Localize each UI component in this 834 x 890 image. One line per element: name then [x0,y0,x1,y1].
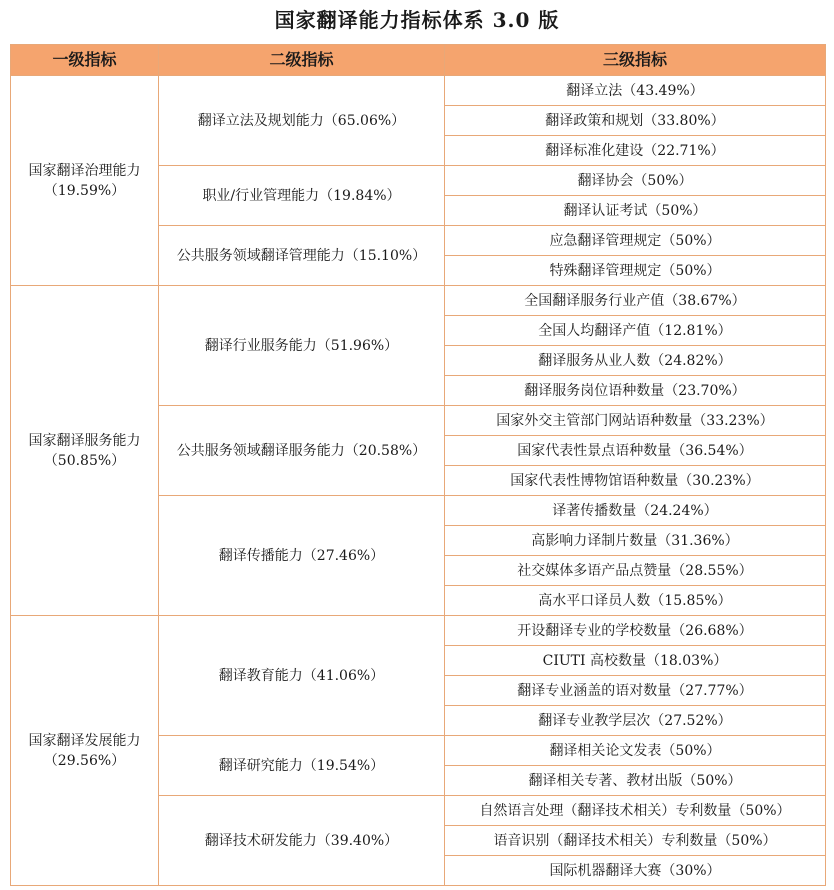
level3-item: 翻译专业涵盖的语对数量（27.77%） [445,676,826,706]
level3-item: 语音识别（翻译技术相关）专利数量（50%） [445,826,826,856]
level2-cell [159,406,445,496]
header-level3: 三级指标 [445,45,826,76]
header-level1: 一级指标 [11,45,159,76]
level3-item: 特殊翻译管理规定（50%） [445,256,826,286]
level1-name: 国家翻译治理能力 [28,162,141,179]
level2-cell [159,496,445,616]
level1-cell [11,286,159,616]
level3-item: 翻译服务岗位语种数量（23.70%） [445,376,826,406]
level3-item: 社交媒体多语产品点赞量（28.55%） [445,556,826,586]
table-row [11,286,826,316]
level3-item: 翻译相关论文发表（50%） [445,736,826,766]
level2-cell [159,736,445,796]
level2-label: 翻译行业服务能力（51.96%） [204,337,399,354]
indicator-table [10,44,826,886]
level3-item: 国家外交主管部门网站语种数量（33.23%） [445,406,826,436]
level3-item: 国际机器翻译大赛（30%） [445,856,826,886]
level2-cell [159,796,445,886]
level1-weight: （50.85%） [43,452,126,469]
level3-item: 全国翻译服务行业产值（38.67%） [445,286,826,316]
level2-label: 公共服务领域翻译管理能力（15.10%） [176,247,427,264]
table-header-row [11,45,826,76]
table-row [11,76,826,106]
level3-item: 翻译立法（43.49%） [445,76,826,106]
level3-item: CIUTI 高校数量（18.03%） [445,646,826,676]
level2-label: 翻译技术研发能力（39.40%） [204,832,399,849]
table-row [11,616,826,646]
level3-item: 高影响力译制片数量（31.36%） [445,526,826,556]
level2-cell [159,286,445,406]
level2-label: 公共服务领域翻译服务能力（20.58%） [176,442,427,459]
level1-weight: （29.56%） [43,752,126,769]
level2-cell [159,166,445,226]
level3-item: 开设翻译专业的学校数量（26.68%） [445,616,826,646]
level1-cell [11,616,159,886]
level1-name: 国家翻译服务能力 [28,432,141,449]
level1-weight: （19.59%） [43,182,126,199]
level2-cell [159,226,445,286]
level2-label: 翻译传播能力（27.46%） [218,547,385,564]
level1-name: 国家翻译发展能力 [28,732,141,749]
level2-cell [159,76,445,166]
level1-cell [11,76,159,286]
level3-item: 全国人均翻译产值（12.81%） [445,316,826,346]
level2-label: 翻译立法及规划能力（65.06%） [197,112,406,129]
level3-item: 国家代表性景点语种数量（36.54%） [445,436,826,466]
level3-item: 翻译标准化建设（22.71%） [445,136,826,166]
page-title: 国家翻译能力指标体系 3.0 版 [274,8,560,32]
level3-item: 翻译相关专著、教材出版（50%） [445,766,826,796]
header-level2: 二级指标 [159,45,445,76]
level2-label: 职业/行业管理能力（19.84%） [202,187,401,204]
level3-item: 翻译认证考试（50%） [445,196,826,226]
level3-item: 自然语言处理（翻译技术相关）专利数量（50%） [445,796,826,826]
level3-item: 翻译服务从业人数（24.82%） [445,346,826,376]
level3-item: 翻译政策和规划（33.80%） [445,106,826,136]
level3-item: 译著传播数量（24.24%） [445,496,826,526]
level3-item: 国家代表性博物馆语种数量（30.23%） [445,466,826,496]
level2-label: 翻译研究能力（19.54%） [218,757,385,774]
level3-item: 翻译专业教学层次（27.52%） [445,706,826,736]
level3-item: 翻译协会（50%） [445,166,826,196]
level3-item: 应急翻译管理规定（50%） [445,226,826,256]
level3-item: 高水平口译员人数（15.85%） [445,586,826,616]
table-body [11,76,826,886]
level2-cell [159,616,445,736]
level2-label: 翻译教育能力（41.06%） [218,667,385,684]
